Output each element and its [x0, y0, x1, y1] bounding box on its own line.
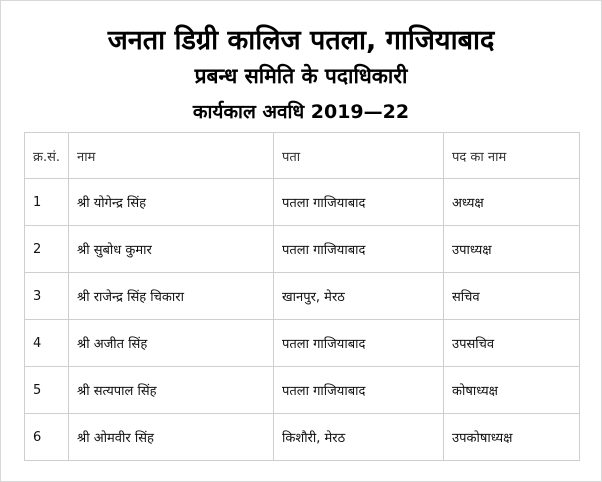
cell-post: अध्यक्ष	[444, 179, 580, 226]
office-bearers-table	[24, 132, 580, 461]
cell-address: पतला गाजियाबाद	[274, 320, 444, 367]
column-header-name: नाम	[69, 133, 274, 179]
table-header-row	[25, 133, 580, 179]
cell-address: पतला गाजियाबाद	[274, 367, 444, 414]
cell-name: श्री ओमवीर सिंह	[69, 414, 274, 461]
cell-post: उपकोषाध्यक्ष	[444, 414, 580, 461]
column-header-post: पद का नाम	[444, 133, 580, 179]
table-row	[25, 179, 580, 226]
cell-name: श्री राजेन्द्र सिंह चिकारा	[69, 273, 274, 320]
cell-name: श्री अजीत सिंह	[69, 320, 274, 367]
cell-serial: 1	[25, 179, 69, 226]
cell-address: किशौरी, मेरठ	[274, 414, 444, 461]
cell-address: पतला गाजियाबाद	[274, 226, 444, 273]
table-row	[25, 367, 580, 414]
cell-address: पतला गाजियाबाद	[274, 179, 444, 226]
term-title: कार्यकाल अवधि 2019—22	[192, 101, 410, 123]
cell-serial: 2	[25, 226, 69, 273]
cell-name: श्री योगेन्द्र सिंह	[69, 179, 274, 226]
college-title: जनता डिग्री कालिज पतला, गाजियाबाद	[107, 25, 495, 56]
table-row	[25, 414, 580, 461]
table-row	[25, 226, 580, 273]
cell-name: श्री सुबोध कुमार	[69, 226, 274, 273]
table-row	[25, 273, 580, 320]
cell-address: खानपुर, मेरठ	[274, 273, 444, 320]
column-header-serial: क्र.सं.	[25, 133, 69, 179]
cell-name: श्री सत्यपाल सिंह	[69, 367, 274, 414]
table-row	[25, 320, 580, 367]
cell-serial: 4	[25, 320, 69, 367]
cell-post: सचिव	[444, 273, 580, 320]
cell-post: उपसचिव	[444, 320, 580, 367]
cell-serial: 3	[25, 273, 69, 320]
cell-serial: 6	[25, 414, 69, 461]
committee-title: प्रबन्ध समिति के पदाधिकारी	[194, 64, 408, 88]
column-header-address: पता	[274, 133, 444, 179]
cell-post: उपाध्यक्ष	[444, 226, 580, 273]
cell-post: कोषाध्यक्ष	[444, 367, 580, 414]
cell-serial: 5	[25, 367, 69, 414]
